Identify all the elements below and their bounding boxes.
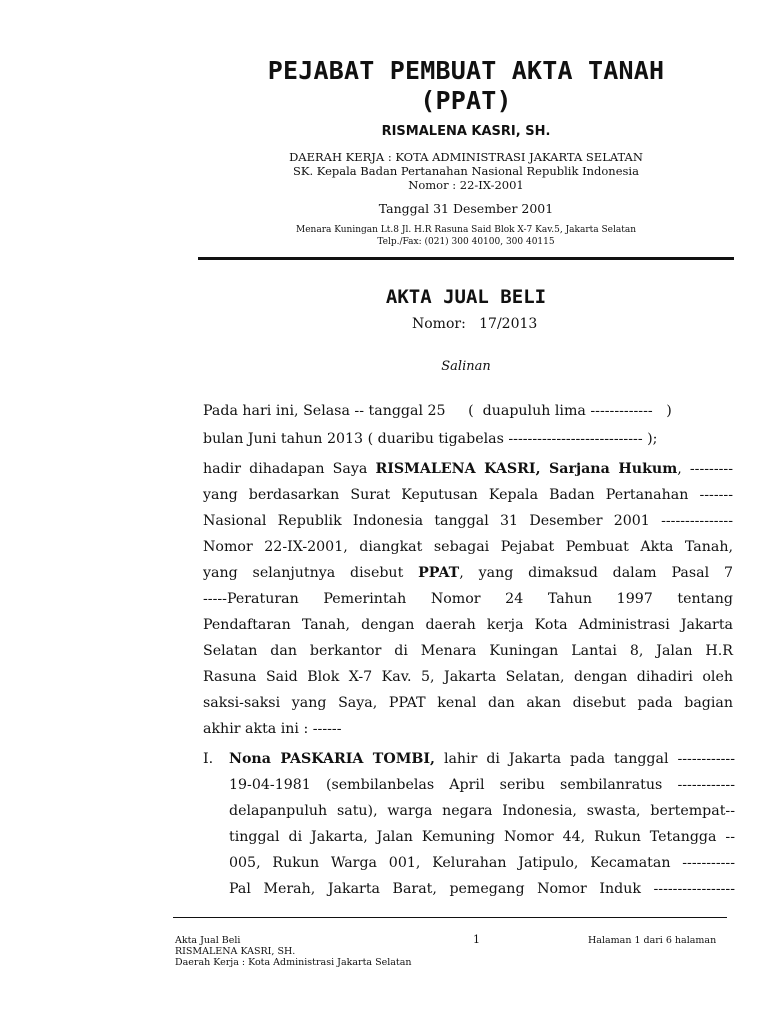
- letterhead-title: PEJABAT PEMBUAT AKTA TANAH: [267, 56, 665, 85]
- party-item-marker: I.: [203, 751, 214, 767]
- copy-label: Salinan: [441, 359, 491, 374]
- appearance-line-9: Rasuna Said Blok X-7 Kav. 5, Jakarta Selatan, dengan dihadiri oleh: [203, 669, 733, 685]
- decree-date: Tanggal 31 Desember 2001: [378, 201, 554, 216]
- footer-work-area: Daerah Kerja : Kota Administrasi Jakarta Selatan: [175, 957, 412, 968]
- party-line-4: tinggal di Jakarta, Jalan Kemuning Nomor 44, Rukun Tetangga --: [229, 829, 735, 845]
- appearance-line-2: yang berdasarkan Surat Keputusan Kepala Badan Pertanahan -------: [203, 487, 733, 503]
- party-line-6: Pal Merah, Jakarta Barat, pemegang Nomor Induk -----------------: [229, 881, 735, 897]
- footer-page-number: 1: [473, 933, 480, 946]
- party-line-3: delapanpuluh satu), warga negara Indonesia, swasta, bertempat--: [229, 803, 735, 819]
- party-line-5: 005, Rukun Warga 001, Kelurahan Jatipulo, Kecamatan -----------: [229, 855, 735, 871]
- letterhead-title-abbrev: (PPAT): [420, 86, 512, 115]
- appearance-line-3: Nasional Republik Indonesia tanggal 31 Desember 2001 ---------------: [203, 513, 733, 529]
- appearance-line-8: Selatan dan berkantor di Menara Kuningan Lantai 8, Jalan H.R: [203, 643, 733, 659]
- office-phone: Telp./Fax: (021) 300 40100, 300 40115: [377, 237, 555, 247]
- text-run: lahir di Jakarta pada tanggal ------------: [434, 751, 735, 767]
- footer-divider: [173, 917, 727, 918]
- party-line-2: 19-04-1981 (sembilanbelas April seribu sembilanratus ------------: [229, 777, 735, 793]
- opening-line-1: Pada hari ini, Selasa -- tanggal 25 ( duapuluh lima ------------- ): [203, 403, 672, 419]
- text-run: , ---------: [677, 461, 734, 477]
- appearance-line-10: saksi-saksi yang Saya, PPAT kenal dan akan disebut pada bagian: [203, 695, 733, 711]
- notary-name: RISMALENA KASRI, SH.: [381, 124, 551, 139]
- text-run: yang selanjutnya disebut: [203, 565, 419, 581]
- document-number: Nomor: 17/2013: [412, 316, 538, 332]
- party-name: Nona PASKARIA TOMBI,: [229, 751, 435, 767]
- opening-line-2: bulan Juni tahun 2013 ( duaribu tigabelas ---------------------------- );: [203, 431, 658, 447]
- decree-issuer: SK. Kepala Badan Pertanahan Nasional Republik Indonesia: [293, 164, 639, 178]
- work-area: DAERAH KERJA : KOTA ADMINISTRASI JAKARTA SELATAN: [289, 150, 643, 164]
- footer-doc-name: Akta Jual Beli: [175, 935, 241, 946]
- ppat-abbrev: PPAT: [418, 565, 460, 581]
- header-divider: [198, 257, 734, 260]
- appearance-line-7: Pendaftaran Tanah, dengan daerah kerja Kota Administrasi Jakarta: [203, 617, 733, 633]
- appearance-line-1: [203, 456, 733, 482]
- appearance-line-4: Nomor 22-IX-2001, diangkat sebagai Pejabat Pembuat Akta Tanah,: [203, 539, 733, 555]
- text-run: , yang dimaksud dalam Pasal 7: [459, 565, 733, 581]
- office-address: Menara Kuningan Lt.8 Jl. H.R Rasuna Said Blok X-7 Kav.5, Jakarta Selatan: [295, 225, 637, 235]
- notary-full-name: RISMALENA KASRI, Sarjana Hukum: [375, 461, 678, 477]
- text-run: hadir dihadapan Saya: [203, 461, 376, 477]
- appearance-line-5: [203, 560, 733, 586]
- decree-number: Nomor : 22-IX-2001: [408, 178, 524, 192]
- appearance-line-11: akhir akta ini : ------: [203, 721, 342, 737]
- footer-notary-name: RISMALENA KASRI, SH.: [175, 946, 296, 957]
- party-line-1: [229, 746, 735, 772]
- document-title: AKTA JUAL BELI: [385, 286, 547, 308]
- footer-page-count: Halaman 1 dari 6 halaman: [588, 935, 717, 946]
- appearance-line-6: -----Peraturan Pemerintah Nomor 24 Tahun 1997 tentang: [203, 591, 733, 607]
